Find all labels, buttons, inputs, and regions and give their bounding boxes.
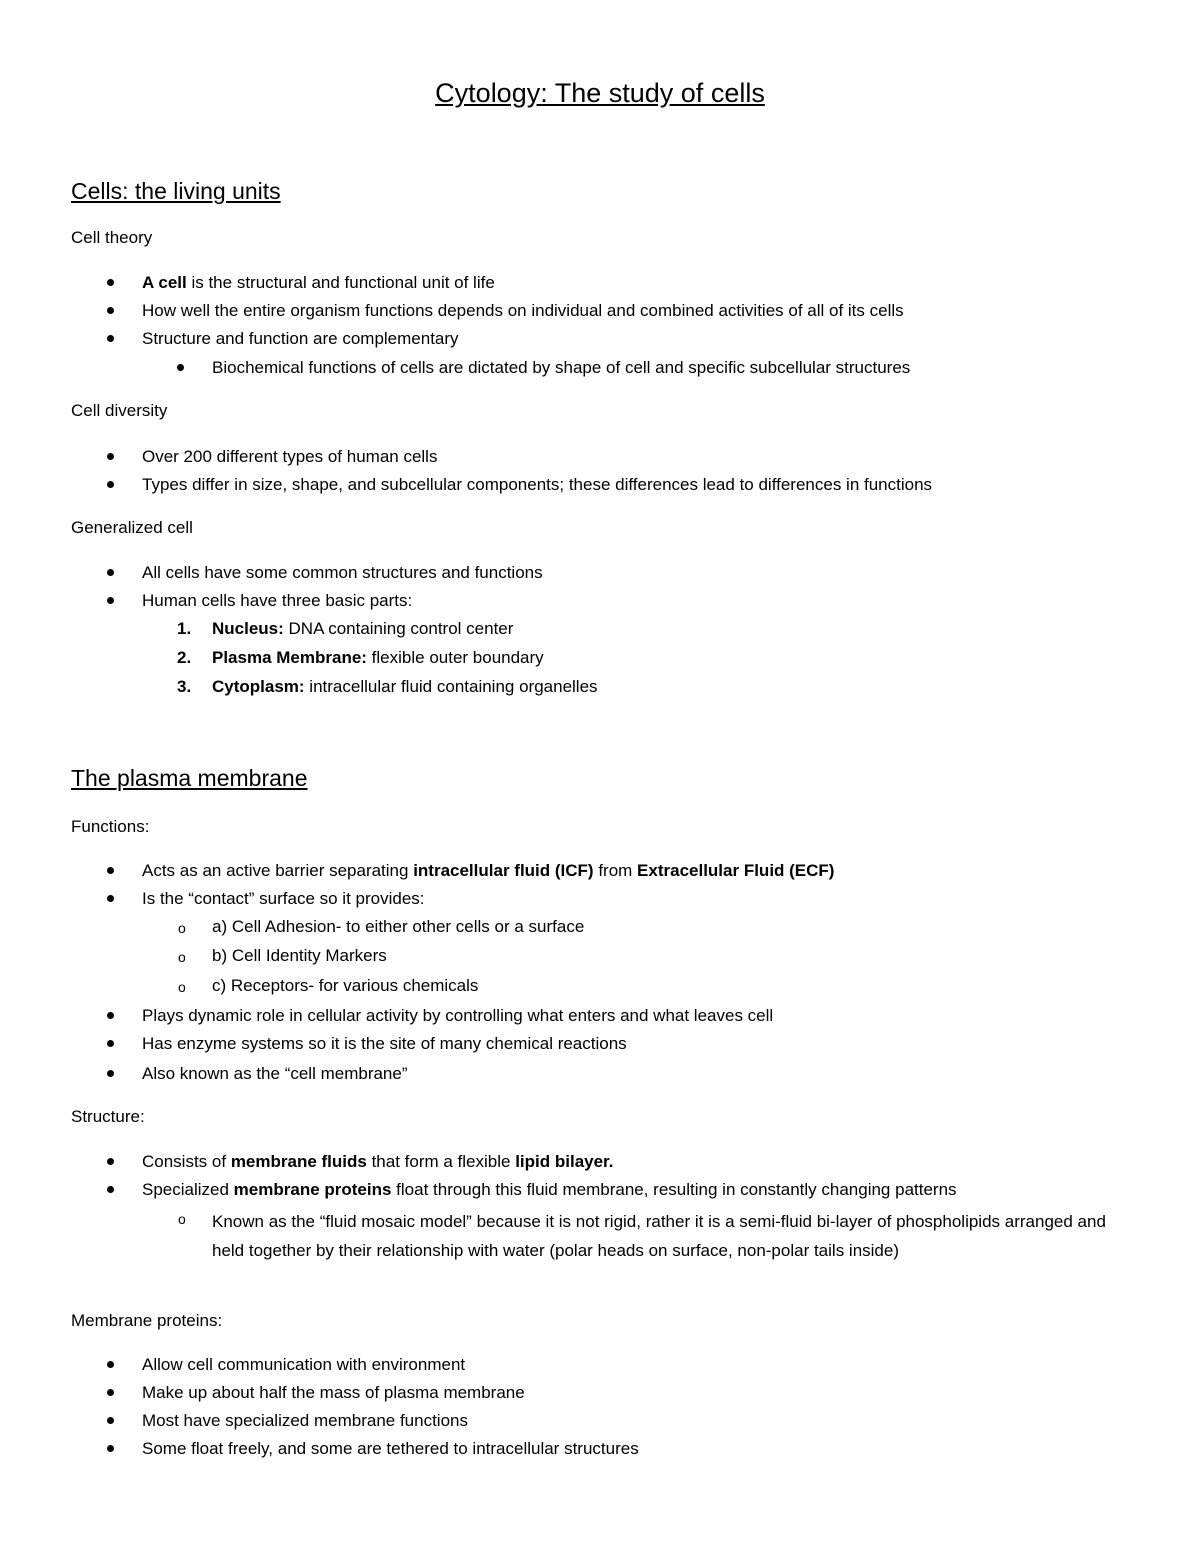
list-item: a) Cell Adhesion- to either other cells or a surface — [212, 917, 585, 936]
bullet-icon — [107, 597, 114, 604]
list-item: Make up about half the mass of plasma membrane — [142, 1383, 525, 1402]
list-item: Plays dynamic role in cellular activity by controlling what enters and what leaves cell — [142, 1006, 774, 1025]
page-title: Cytology: The study of cells — [435, 78, 765, 108]
section-heading-cells: Cells: the living units — [71, 178, 281, 204]
label-generalized-cell: Generalized cell — [71, 518, 193, 537]
sub-bullet-icon: o — [178, 920, 186, 936]
list-item: Has enzyme systems so it is the site of many chemical reactions — [142, 1034, 627, 1053]
label-structure: Structure: — [71, 1107, 145, 1126]
list-number: 3. — [177, 677, 192, 696]
list-item: Most have specialized membrane functions — [142, 1411, 468, 1430]
list-item: Structure and function are complementary — [142, 329, 459, 348]
list-item: All cells have some common structures and functions — [142, 563, 543, 582]
bullet-icon — [107, 481, 114, 488]
bullet-icon — [107, 1040, 114, 1047]
bullet-icon — [107, 1158, 114, 1165]
list-item: Consists of membrane fluids that form a flexible lipid bilayer. — [142, 1152, 614, 1171]
sub-bullet-icon: o — [178, 979, 186, 995]
sub-bullet-icon: o — [178, 1211, 186, 1227]
bullet-icon — [107, 1070, 114, 1077]
bullet-icon — [107, 1012, 114, 1019]
list-number: 1. — [177, 619, 192, 638]
bullet-icon — [107, 1361, 114, 1368]
list-item: Known as the “fluid mosaic model” because it is not rigid, rather it is a semi-fluid bi-layer of phospholipids arranged and held together by their relationship with water (polar heads on surface, non-polar tails inside) — [212, 1212, 1106, 1260]
label-membrane-proteins: Membrane proteins: — [71, 1311, 223, 1330]
bullet-icon — [107, 279, 114, 286]
section-heading-plasma-membrane: The plasma membrane — [71, 765, 308, 791]
list-item: b) Cell Identity Markers — [212, 946, 387, 965]
list-item: Also known as the “cell membrane” — [142, 1064, 408, 1083]
list-item: Some float freely, and some are tethered to intracellular structures — [142, 1439, 639, 1458]
bullet-icon — [107, 895, 114, 902]
list-number: 2. — [177, 648, 192, 667]
list-item: Specialized membrane proteins float through this fluid membrane, resulting in constantly changing patterns — [142, 1180, 957, 1199]
list-item: c) Receptors- for various chemicals — [212, 976, 479, 995]
sub-bullet-icon: o — [178, 949, 186, 965]
bullet-icon — [177, 364, 184, 371]
bullet-icon — [107, 335, 114, 342]
list-item: A cell is the structural and functional unit of life — [142, 273, 495, 292]
label-cell-theory: Cell theory — [71, 228, 153, 247]
list-item: Human cells have three basic parts: — [142, 591, 413, 610]
bullet-icon — [107, 569, 114, 576]
list-item: Allow cell communication with environment — [142, 1355, 466, 1374]
list-item: How well the entire organism functions depends on individual and combined activities of all of its cells — [142, 301, 904, 320]
bullet-icon — [107, 1186, 114, 1193]
list-item: Over 200 different types of human cells — [142, 447, 438, 466]
label-cell-diversity: Cell diversity — [71, 401, 168, 420]
list-item: Biochemical functions of cells are dictated by shape of cell and specific subcellular structures — [212, 358, 911, 377]
bullet-icon — [107, 1417, 114, 1424]
list-item: Cytoplasm: intracellular fluid containing organelles — [212, 677, 598, 696]
bullet-icon — [107, 1389, 114, 1396]
list-item: Acts as an active barrier separating intracellular fluid (ICF) from Extracellular Fluid (ECF) — [142, 861, 835, 880]
bullet-icon — [107, 867, 114, 874]
list-item: Types differ in size, shape, and subcellular components; these differences lead to differences in functions — [142, 475, 933, 494]
bullet-icon — [107, 453, 114, 460]
bullet-icon — [107, 307, 114, 314]
list-item: Nucleus: DNA containing control center — [212, 619, 514, 638]
list-item: Plasma Membrane: flexible outer boundary — [212, 648, 544, 667]
bullet-icon — [107, 1445, 114, 1452]
list-item: Is the “contact” surface so it provides: — [142, 889, 425, 908]
label-functions: Functions: — [71, 817, 150, 836]
